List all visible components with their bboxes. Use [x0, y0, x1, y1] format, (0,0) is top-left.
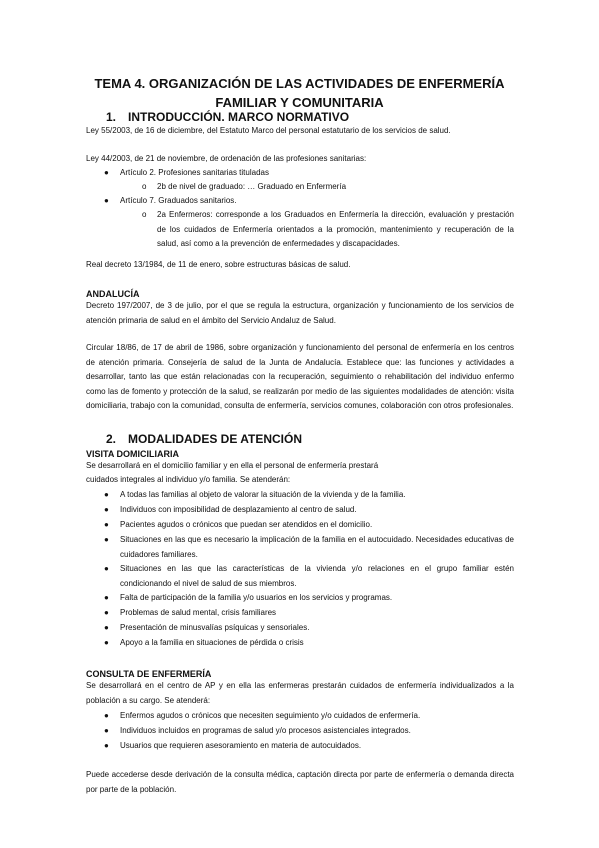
bullet-icon: ●: [104, 608, 109, 617]
section-2-title: MODALIDADES DE ATENCIÓN: [128, 432, 302, 446]
bullet-icon: ●: [104, 741, 109, 750]
list-item: Individuos con imposibilidad de desplazamiento al centro de salud.: [120, 505, 357, 514]
bullet-icon: ●: [104, 168, 109, 177]
list-item: Falta de participación de la familia y/o usuarios en los servicios y programas.: [120, 593, 393, 602]
list-item-art2: Artículo 2. Profesiones sanitarias tituladas: [120, 168, 269, 177]
list-item-art2-sub: 2b de nivel de graduado: … Graduado en Enfermería: [157, 182, 347, 191]
list-item: Enfermos agudos o crónicos que necesiten seguimiento y/o cuidados de enfermería.: [120, 711, 421, 720]
bullet-icon: ●: [104, 535, 109, 544]
page-title-line2: FAMILIAR Y COMUNITARIA: [215, 95, 384, 110]
bullet-icon: ●: [104, 711, 109, 720]
bullet-icon: ●: [104, 593, 109, 602]
circle-bullet-icon: o: [142, 210, 147, 219]
bullet-icon: ●: [104, 564, 109, 573]
list-item: Pacientes agudos o crónicos que puedan ser atendidos en el domicilio.: [120, 520, 373, 529]
real-decreto-paragraph: Real decreto 13/1984, de 11 de enero, sobre estructuras básicas de salud.: [86, 260, 351, 269]
section-2-number: 2.: [106, 432, 117, 446]
visita-domiciliaria-heading: VISITA DOMICILIARIA: [86, 449, 179, 459]
bullet-icon: ●: [104, 726, 109, 735]
list-item: A todas las familias al objeto de valorar la situación de la vivienda y de la familia.: [120, 490, 406, 499]
list-item: Presentación de minusvalías psíquicas y sensoriales.: [120, 623, 310, 632]
decreto-paragraph: Decreto 197/2007, de 3 de julio, por el que se regula la estructura, organización y funcionamiento de los servicios de atención primaria de salud en el ámbito del Servicio Andaluz de Salud.: [86, 301, 514, 325]
list-item: Individuos incluidos en programas de salud y/o procesos asistenciales integrados.: [120, 726, 411, 735]
consulta-enfermeria-heading: CONSULTA DE ENFERMERÍA: [86, 669, 212, 679]
list-item: Situaciones en las que las características de la vivienda y/o relaciones en el grupo familiar estén condicionando el nivel de salud de sus miembros.: [120, 564, 514, 588]
section-1-heading: [106, 110, 349, 125]
ley-55-paragraph: Ley 55/2003, de 16 de diciembre, del Estatuto Marco del personal estatutario de los servicios de salud.: [86, 126, 451, 135]
bullet-icon: ●: [104, 623, 109, 632]
visita-intro-line1: Se desarrollará en el domicilio familiar y en ella el personal de enfermería prestará: [86, 461, 379, 470]
bullet-icon: ●: [104, 505, 109, 514]
bullet-icon: ●: [104, 196, 109, 205]
list-item: Usuarios que requieren asesoramiento en materia de autocuidados.: [120, 741, 362, 750]
acceso-paragraph: Puede accederse desde derivación de la consulta médica, captación directa por parte de enfermería o demanda directa por parte de la población.: [86, 770, 514, 794]
list-item: Apoyo a la familia en situaciones de pérdida o crisis: [120, 638, 304, 647]
section-1-number: 1.: [106, 110, 117, 124]
consulta-intro-paragraph: Se desarrollará en el centro de AP y en ella las enfermeras prestarán cuidados de enfermería individualizados a la población a su cargo. Se atenderá:: [86, 681, 514, 705]
ley-44-paragraph: Ley 44/2003, de 21 de noviembre, de ordenación de las profesiones sanitarias:: [86, 154, 367, 163]
page-title-line1: TEMA 4. ORGANIZACIÓN DE LAS ACTIVIDADES DE ENFERMERÍA: [94, 76, 505, 91]
bullet-icon: ●: [104, 490, 109, 499]
list-item: Situaciones en las que es necesario la implicación de la familia en el autocuidado. Necesidades educativas de cuidadores familiares.: [120, 535, 514, 559]
list-item: Problemas de salud mental, crisis familiares: [120, 608, 277, 617]
bullet-icon: ●: [104, 520, 109, 529]
andalucia-heading: ANDALUCÍA: [86, 289, 140, 299]
bullet-icon: ●: [104, 638, 109, 647]
circle-bullet-icon: o: [142, 182, 147, 191]
section-1-title: INTRODUCCIÓN. MARCO NORMATIVO: [128, 110, 350, 124]
list-item-art7-sub: 2a Enfermeros: corresponde a los Graduados en Enfermería la dirección, evaluación y prestación de los cuidados de Enfermería orientados a la promoción, mantenimiento y recuperación de la salud, así como a la prevención de enfermedades y discapacidades.: [157, 210, 514, 248]
circular-paragraph: Circular 18/86, de 17 de abril de 1986, sobre organización y funcionamiento del personal de enfermería en los centros de atención primaria. Consejería de salud de la Junta de Andalucía. Establece que: las funciones y actividades a desarrollar, tanto las que están relacionadas con la recuperación, seguimiento o rehabilitación del individuo enfermo como las de fomento y protección de la salud, se realizarán por medio de las siguientes modalidades de atención: visita domiciliaria, trabajo con la comunidad, consulta de enfermería, servicios comunes, colaboración con otros profesionales.: [86, 343, 514, 410]
section-2-heading: [106, 432, 302, 447]
visita-intro-line2: cuidados integrales al individuo y/o familia. Se atenderán:: [86, 475, 291, 484]
list-item-art7: Artículo 7. Graduados sanitarios.: [120, 196, 237, 205]
